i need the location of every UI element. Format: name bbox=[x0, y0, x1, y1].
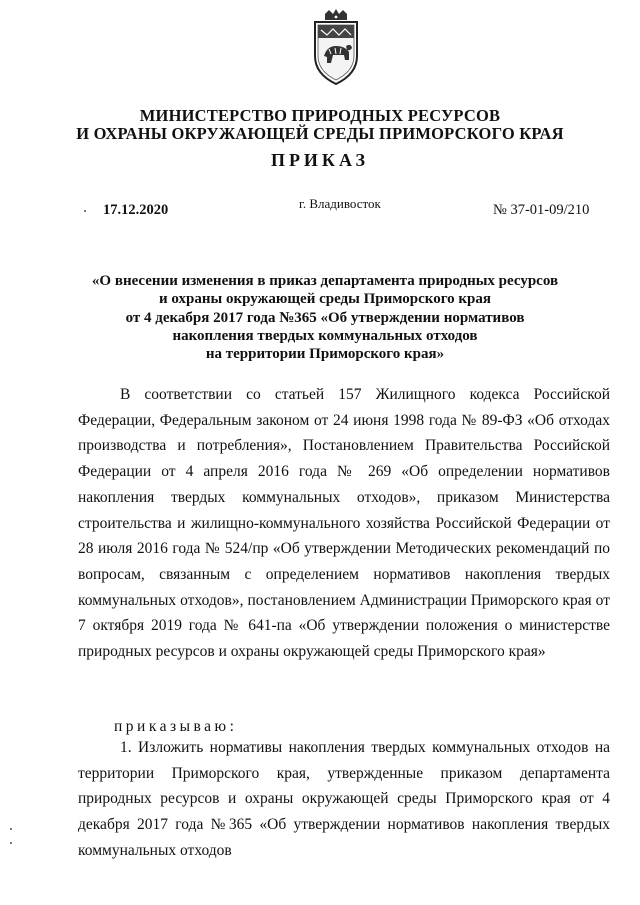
document-city: г. Владивосток bbox=[299, 196, 381, 211]
order-directive-word: приказываю: bbox=[114, 718, 238, 735]
heading-line: на территории Приморского края» bbox=[205, 346, 445, 363]
order-heading bbox=[90, 272, 560, 363]
item-1-paragraph: 1. Изложить нормативы накопления твердых коммунальных отходов на территории Приморского края, утвержденные приказом департамента природных ресурсов и охраны окружающей среды Приморского края от 4 декабря 2017 года №365 «Об утверждении нормативов накопления твердых коммунальных отходов bbox=[78, 739, 610, 859]
document-date: 17.12.2020 bbox=[103, 202, 169, 218]
scan-speck bbox=[84, 210, 86, 212]
ministry-name-line1: МИНИСТЕРСТВО ПРИРОДНЫХ РЕСУРСОВ bbox=[139, 106, 501, 125]
heading-line: и охраны окружающей среды Приморского края bbox=[158, 291, 492, 308]
scan-speck bbox=[10, 842, 12, 844]
coat-of-arms-emblem bbox=[305, 8, 367, 88]
scan-speck bbox=[10, 828, 12, 830]
ministry-name-line2: И ОХРАНЫ ОКРУЖАЮЩЕЙ СРЕДЫ ПРИМОРСКОГО КРАЯ bbox=[76, 124, 564, 143]
preamble-paragraph: В соответствии со статьей 157 Жилищного кодекса Российской Федерации, Федеральным законом от 24 июня 1998 года № 89-ФЗ «Об отходах производства и потребления», Постановлением Правительства Российской Федерации от 4 апреля 2016 года № 269 «Об определении нормативов накопления твердых коммунальных отходов», приказом Министерства строительства и жилищно-коммунального хозяйства Российской Федерации от 28 июля 2016 года № 524/пр «Об утверждении Методических рекомендаций по вопросам, связанным с определением нормативов накопления твердых коммунальных отходов», постановлением Администрации Приморского края от 7 октября 2019 года № 641-па «Об утверждении положения о министерстве природных ресурсов и охраны окружающей среды Приморского края» bbox=[78, 386, 610, 661]
heading-line: накопления твердых коммунальных отходов bbox=[172, 327, 478, 344]
heading-line: «О внесении изменения в приказ департамента природных ресурсов bbox=[91, 273, 559, 289]
document-number: № 37-01-09/210 bbox=[493, 202, 590, 218]
document-type-title: ПРИКАЗ bbox=[270, 150, 370, 170]
heading-line: от 4 декабря 2017 года №365 «Об утверждении нормативов bbox=[125, 309, 525, 326]
